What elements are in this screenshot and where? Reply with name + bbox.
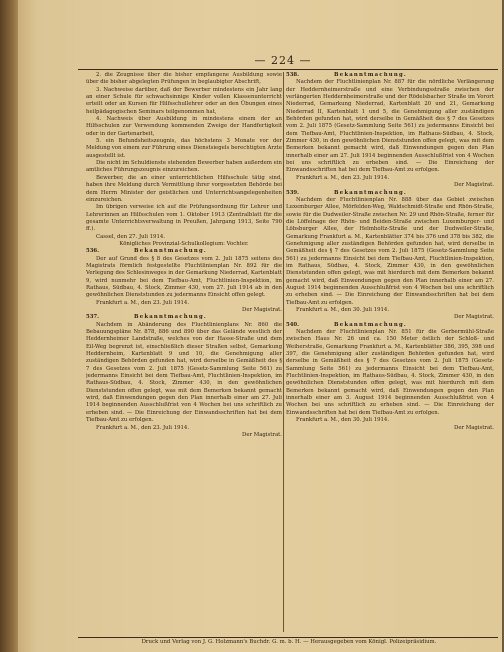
paragraph: 4. Nachweis über Ausbildung in mindestens einem der an Hilfsschulen zur Verwendung kommenden Zweige der Handfertigkeit oder in der Gartenarbeit, — [86, 116, 282, 137]
page-number: — 224 — — [254, 54, 312, 67]
notice-title: Bekanntmachung. — [134, 248, 207, 255]
notice-heading-538 — [286, 72, 494, 79]
paragraph: 3. Nachweise darüber, daß der Bewerber mindestens ein Jahr lang an einer Schule für schwachsinnige Kinder vollen Klassenunterricht erteilt oder an Kursen für Hilfsschullehrer oder an den Übungen eines heilpädagogischen Seminars teilgenommen hat, — [86, 86, 282, 115]
dateline: Frankfurt a. M., den 23. Juli 1914. — [296, 174, 390, 181]
paragraph: 2. die Zeugnisse über die bisher empfangene Ausbildung sowie über die bisher abgelegten Prüfungen in beglaubigter Abschrift, — [86, 72, 282, 86]
notice-number: 538. — [286, 72, 300, 78]
header-rule — [78, 69, 498, 70]
notice-title: Bekanntmachung. — [334, 72, 407, 78]
page-header — [78, 54, 488, 68]
paragraph: Nachdem der Fluchtlinienplan Nr. 887 für die nördliche Verlängerung der Heddernheimerstraße und eine Verbindungsstraße zwischen der verlängerten Heddernheimerstraße und der Rödelsbacher Straße im Vorort Niederrad, Gemarkung Niederrad, Kartenblatt 20 und 21, Gemarkung Niederrad II, Kartenblatt 1 und 5, die Genehmigung aller zuständigen Behörden gefunden hat, wird derselbe in Gemäßheit des § 7 des Gesetzes vom 2. Juli 1875 (Gesetz-Sammlung Seite 561) zu jedermanns Einsicht bei dem Tiefbau-Amt, Fluchtlinien-Inspektion, im Rathaus-Südbau, 4. Stock, Zimmer 430, in den gewöhnlichen Dienststunden offen gelegt, was mit dem Bemerken bekannt gemacht wird, daß Einwendungen gegen den Plan innerhalb einer am 27. Juli 1914 beginnenden Ausschlußfrist von 4 Wochen bei uns schriftlich zu erheben sind. — Die Einreichung der Einwandsschriften hat bei dem Tiefbau-Amt zu erfolgen. — [286, 79, 494, 174]
footer-rule — [78, 637, 498, 638]
notice-title: Bekanntmachung. — [334, 321, 407, 328]
dateline: Frankfurt a. M., den 23. Juli 1914. — [96, 424, 190, 431]
paragraph: Nachdem der Fluchtlinienplan Nr. 888 über das Gebiet zwischen Luxemburger Allee, Mörfelden-Weg, Waldschmidt-Straße und Rhön-Straße, sowie für die Dudweiler-Straße zwischen Nr. 29 und Rhön-Straße, ferner für die Löffelnage der Rhön- und Beiden-Straße zwischen Luxemburger- und Löbsburger Allee, der Helmholtz-Straße und der Dudweiler-Straße, Gemarkung Frankfurt a. M., Kartenblätter 374 bis 376 und 378 bis 382, die Genehmigung aller zuständigen Behörden gefunden hat, wird derselbe in Gemäßheit des § 7 des Gesetzes vom 2. Juli 1875 (Gesetz-Sammlung Seite 561) zu jedermanns Einsicht bei dem Tiefbau-Amt, Fluchtlinien-Inspektion, im Rathaus, Südbau, 4. Stock, Zimmer 430, in den gewöhnlichen Dienststunden offen gelegt, was mit hierdurch mit dem Bemerken bekannt gemacht wird, daß Einwendungen gegen den Plan innerhalb einer am 27. August 1914 beginnenden Ausschlußfrist von 4 Wochen bei uns schriftlich zu erheben sind. — Die Einreichung der Einwandsschriften hat bei dem Tiefbau-Amt zu erfolgen. — [286, 196, 494, 306]
paragraph: 5. ein Befundsheitszeugnis, das höchstens 3 Monate vor der Meldung von einem zur Führung eines Dienstsiegels berechtigten Arzte ausgestellt ist. — [86, 138, 282, 159]
notice-title: Bekanntmachung. — [334, 189, 407, 196]
paragraph: Bewerber, die an einer unterrichtlichen Hilfsschule tätig sind, haben ihre Meldung durch Vermittlung ihrer vorgesetzten Behörde bei dem Herrn Minister der geistlichen und Unterrichtsangelegenheiten einzureichen. — [86, 174, 282, 203]
signature: Der Magistrat. — [454, 424, 494, 431]
signature: Der Magistrat. — [454, 182, 494, 189]
notice-number: 539. — [286, 189, 300, 196]
paragraph: Im übrigen verweise ich auf die Prüfungsordnung für Lehrer und Lehrerinnen an Hilfsschulen vom 1. Oktober 1913 (Zentralblatt für die gesamte Unterrichtsverwaltung in Preußen, Jahrgang 1913, Seite 790 ff.). — [86, 204, 282, 233]
paragraph: Die nicht im Schuldienste stehenden Bewerber haben außerdem ein amtliches Führungszeugnis einzureichen. — [86, 160, 282, 174]
notice-heading-536 — [86, 248, 282, 255]
notice-number: 537. — [86, 314, 100, 321]
imprint-footer: Druck und Verlag von J. G. Holzmann's Buchdr. G. m. b. H. — Herausgegeben vom Königl. Polizeipräsidium. — [141, 639, 437, 645]
paragraph: Nachdem in Abänderung des Fluchtlinienplans Nr. 860 die Bebauungspläne Nr. 878, 886 und 890 über das Gelände westlich der Heddernheimer Landstraße, welches von der Hasse-Straße und dem Eil-Weg begrenzt ist, einschließlich dieser Straßen selbst, Gemarkung Heddernheim, Kartenblatt 9 und 10, die Genehmigung aller zuständigen Behörden gefunden hat, wird derselbe in Gemäßheit des § 7 des Gesetzes vom 2. Juli 1875 (Gesetz-Sammlung Seite 561) zu jedermanns Einsicht bei dem Tiefbau-Amt, Fluchtlinien-Inspektion, im Rathaus-Südbau, 4. Stock, Zimmer 430, in den gewöhnlichen Dienststunden offen gelegt, was mit dem Bemerken bekannt gemacht wird, daß Einwendungen gegen den Plan innerhalb einer am 27. Juli 1914 beginnenden Ausschlußfrist von 4 Wochen bei uns schriftlich zu erheben sind. — Die Einreichung der Einwandsschriften hat bei dem Tiefbau-Amt zu erfolgen. — [86, 321, 282, 424]
left-column — [86, 72, 282, 637]
column-divider — [283, 72, 284, 632]
paragraph: Der auf Grund des § 8 des Gesetzes vom 2. Juli 1875 seitens des Magistrats förmlich festgestellte Fluchtlinienplan Nr. 892 für die Verlegung des Schlesinweges in der Gemarkung Niederrad, Kartenblatt 9, wird nunmehr bei dem Tiefbau-Amt, Fluchtlinien-Inspektion, im Rathaus, Südbau, 4. Stock, Zimmer 430, vom 27. Juli 1914 ab in den gewöhnlichen Dienststunden zu jedermanns Einsicht offen gelegt. — [86, 255, 282, 299]
dateline: Frankfurt a. M., den 30. Juli 1914. — [296, 417, 390, 424]
book-binding — [0, 0, 20, 652]
signature: Der Magistrat. — [242, 307, 282, 313]
dateline: Frankfurt a. M., den 30. Juli 1914. — [296, 307, 390, 313]
notice-heading-537 — [86, 314, 282, 321]
notice-title: Bekanntmachung. — [134, 314, 207, 321]
notice-number: 540. — [286, 321, 300, 328]
right-column — [286, 72, 494, 637]
dateline: Cassel, den 27. Juli 1914. — [96, 233, 165, 240]
notice-heading-540 — [286, 322, 494, 329]
signature-line: Königliches Provinzial-Schulkollegium: Vochter. — [119, 240, 249, 247]
signature: Der Magistrat. — [454, 314, 494, 321]
dateline: Frankfurt a. M., den 23. Juli 1914. — [96, 299, 190, 306]
notice-heading-539 — [286, 190, 494, 197]
notice-number: 536. — [86, 248, 100, 255]
signature: Der Magistrat. — [242, 431, 282, 438]
paragraph: Nachdem der Fluchtlinienplan Nr. 851 für die Gerbermühl-Straße zwischen Haus Nr. 26 und ca. 150 Meter östlich der Schloß- und Weiherstraße, Gemarkung Frankfurt a. M., Kartenblätter 386, 395, 398 und 397, die Genehmigung aller zuständigen Behörden gefunden hat, wird derselbe in Gemäßheit des § 7 des Gesetzes vom 2. Juli 1875 (Gesetz-Sammlung Seite 561) zu jedermanns Einsicht bei dem Tiefbau-Amt, Fluchtlinien-Inspektion, im Rathaus-Südbau, 4. Stock, Zimmer 430, in den gewöhnlichen Dienststunden offen gelegt, was mit hierdurch mit dem Bemerken bekannt gemacht wird, daß Einwendungen gegen den Plan innerhalb einer am 3. August 1914 beginnenden Ausschlußfrist von 4 Wochen bei uns schriftlich zu erheben sind. — Die Einreichung der Einwandsschriften hat bei dem Tiefbau-Amt zu erfolgen. — [286, 329, 494, 416]
